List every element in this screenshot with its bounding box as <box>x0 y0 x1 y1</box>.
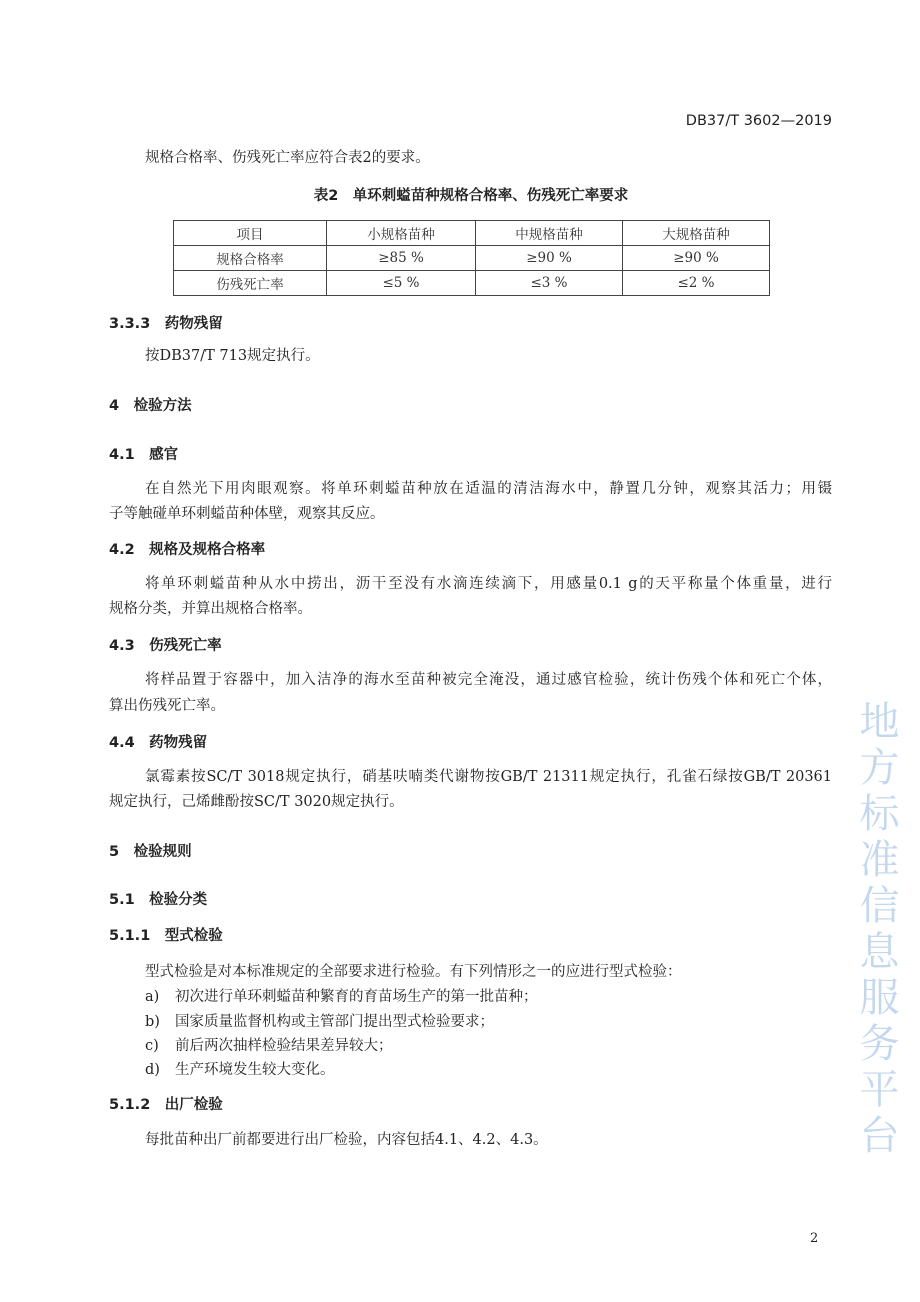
paragraph: 每批苗种出厂前都要进行出厂检验，内容包括4.1、4.2、4.3。 <box>145 1132 548 1148</box>
table-cell: ≥90 % <box>623 246 770 271</box>
table-cell: ≤3 % <box>476 271 623 296</box>
table-cell: 规格合格率 <box>174 246 327 271</box>
page-number: 2 <box>810 1231 819 1246</box>
table-header-row <box>174 221 770 246</box>
section-heading: 5.1.2 出厂检验 <box>109 1097 223 1113</box>
section-heading: 5.1 检验分类 <box>109 892 208 908</box>
table-cell: ≤2 % <box>623 271 770 296</box>
table-row <box>174 246 770 271</box>
doc-id-header: DB37/T 3602—2019 <box>685 113 832 129</box>
list-item: 国家质量监督机构或主管部门提出型式检验要求； <box>175 1014 494 1030</box>
list-item: 初次进行单环刺螠苗种繁育的育苗场生产的第一批苗种； <box>175 989 538 1005</box>
section-heading: 4.4 药物残留 <box>109 735 208 751</box>
paragraph-line: 氯霉素按SC/T 3018规定执行，硝基呋喃类代谢物按GB/T 21311规定执行，孔雀石绿按GB/T 20361 <box>145 769 832 785</box>
table-header: 小规格苗种 <box>327 221 476 246</box>
intro-text: 规格合格率、伤残死亡率应符合表2的要求。 <box>145 150 430 166</box>
paragraph: 按DB37/T 713规定执行。 <box>145 348 320 364</box>
table-cell: ≥90 % <box>476 246 623 271</box>
table-cell: 伤残死亡率 <box>174 271 327 296</box>
list-item: 前后两次抽样检验结果差异较大； <box>175 1038 393 1054</box>
list-marker: d) <box>145 1062 160 1078</box>
watermark: 地方标准信息服务平台 <box>853 700 899 1160</box>
paragraph-line: 将样品置于容器中，加入洁净的海水至苗种被完全淹没，通过感官检验，统计伤残个体和死亡个体， <box>145 672 832 688</box>
list-marker: b) <box>145 1014 160 1030</box>
paragraph: 型式检验是对本标准规定的全部要求进行检验。有下列情形之一的应进行型式检验： <box>145 964 682 980</box>
paragraph-line: 算出伤残死亡率。 <box>109 698 225 714</box>
table-cell: ≥85 % <box>327 246 476 271</box>
paragraph-line: 子等触碰单环刺螠苗种体壁，观察其反应。 <box>109 506 385 522</box>
table-header: 大规格苗种 <box>623 221 770 246</box>
section-heading: 5.1.1 型式检验 <box>109 928 223 944</box>
section-heading: 5 检验规则 <box>109 844 192 860</box>
list-marker: c) <box>145 1038 159 1054</box>
table-cell: ≤5 % <box>327 271 476 296</box>
section-heading: 4.2 规格及规格合格率 <box>109 542 266 558</box>
table-row <box>174 271 770 296</box>
paragraph-line: 将单环刺螠苗种从水中捞出，沥干至没有水滴连续滴下，用感量0.1 g的天平称量个体重量，进行 <box>145 576 832 592</box>
table-header: 中规格苗种 <box>476 221 623 246</box>
section-heading: 4.1 感官 <box>109 447 179 463</box>
table-title: 表2 单环刺螠苗种规格合格率、伤残死亡率要求 <box>313 188 629 204</box>
paragraph-line: 规格分类，并算出规格合格率。 <box>109 601 312 617</box>
section-heading: 3.3.3 药物残留 <box>109 316 223 332</box>
section-heading: 4 检验方法 <box>109 398 192 414</box>
list-item: 生产环境发生较大变化。 <box>175 1062 335 1078</box>
paragraph-line: 在自然光下用肉眼观察。将单环刺螠苗种放在适温的清洁海水中，静置几分钟，观察其活力；用镊 <box>145 481 832 497</box>
list-marker: a) <box>145 989 160 1005</box>
paragraph-line: 规定执行，己烯雌酚按SC/T 3020规定执行。 <box>109 794 404 810</box>
table-header: 项目 <box>174 221 327 246</box>
requirements-table <box>173 220 770 296</box>
section-heading: 4.3 伤残死亡率 <box>109 638 222 654</box>
